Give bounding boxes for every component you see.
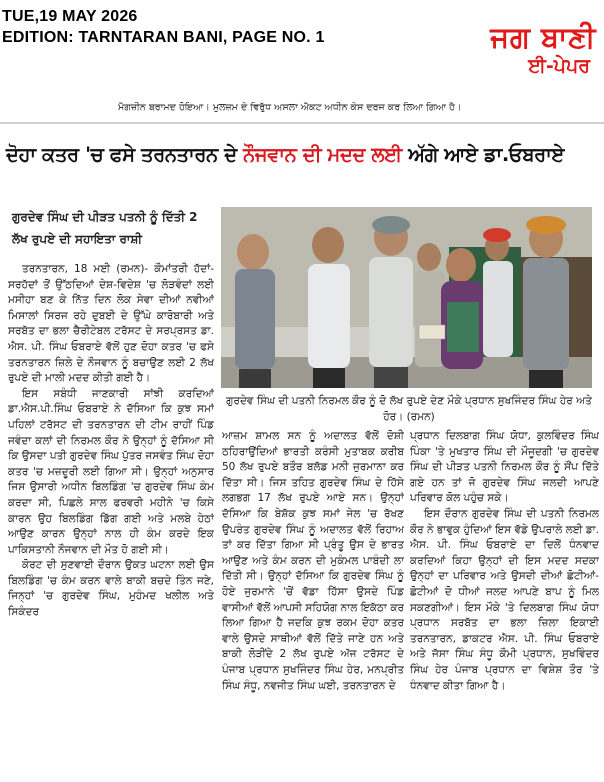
edition-info	[2, 6, 325, 48]
article-column-3	[410, 429, 599, 779]
page-header	[0, 0, 604, 100]
article-paragraph: ਇਸ ਦੌਰਾਨ ਗੁਰਦੇਵ ਸਿੰਘ ਦੀ ਪਤਨੀ ਨਿਰਮਲ ਕੌਰ ਨੇ ਭਾਵੁਕ ਹੁੰਦਿਆਂ ਇਸ ਵੱਡੇ ਉਪਰਾਲੇ ਲਈ ਡਾ. ਐਸ. ਪੀ. ਸਿੰਘ ਓਬਰਾਏ ਦਾ ਦਿਲੋਂ ਧੰਨਵਾਦ ਕਰਦਿਆਂ ਕਿਹਾ ਉਨ੍ਹਾਂ ਦੀ ਇਸ ਮਦਦ ਸਦਕਾ ਉਨ੍ਹਾਂ ਦਾ ਪਰਿਵਾਰ ਅਤੇ ਉਸਦੀ ਦੀਆਂ ਛੋਟੀਆਂ-ਛੋਟੀਆਂ ਦੋ ਧੀਆਂ ਜਲਦ ਆਪਣੇ ਬਾਪ ਨੂੰ ਮਿਲ ਸਕਣਗੀਆਂ। ਇਸ ਮੌਕੇ 'ਤੇ ਦਿਲਬਾਗ ਸਿੰਘ ਯੋਧਾ ਪ੍ਰਧਾਨ ਸਰਬੱਤ ਦਾ ਭਲਾ ਜ਼ਿਲਾ ਇਕਾਈ ਤਰਨਤਾਰਨ, ਡਾਕਟਰ ਐਸ. ਪੀ. ਸਿੰਘ ਓਬਰਾਏ ਅਤੇ ਜੱਸਾ ਸਿੰਘ ਸੰਧੂ ਕੌਮੀ ਪ੍ਰਧਾਨ, ਸੁਖਵਿੰਦਰ ਸਿੰਘ ਹੇਰ ਪੰਜਾਬ ਪ੍ਰਧਾਨ ਦਾ ਵਿਸ਼ੇਸ਼ ਤੌਰ 'ਤੇ ਧੰਨਵਾਦ ਕੀਤਾ ਗਿਆ ਹੈ।	[410, 507, 599, 692]
headline-part-3: ਅੱਗੇ ਆਏ ਡਾ.ਓਬਰਾਏ	[401, 143, 564, 166]
edition-name: EDITION: TARNTARAN BANI, PAGE NO. 1	[2, 29, 325, 46]
headline-part-1: ਦੋਹਾ ਕਤਰ 'ਚ ਫਸੇ ਤਰਨਤਾਰਨ ਦੇ	[6, 143, 244, 166]
article-subheadline: ਗੁਰਦੇਵ ਸਿੰਘ ਦੀ ਪੀੜਤ ਪਤਨੀ ਨੂੰ ਦਿੱਤੀ 2 ਲੱਖ ਰੁਪਏ ਦੀ ਸਹਾਇਤਾ ਰਾਸ਼ੀ	[12, 210, 198, 246]
logo-subtitle: ਈ-ਪੇਪਰ	[528, 55, 590, 77]
group-photo-illustration	[221, 207, 592, 388]
article-headline	[6, 140, 600, 170]
divider	[0, 122, 604, 124]
photo-caption: ਗੁਰਦੇਵ ਸਿੰਘ ਦੀ ਪਤਨੀ ਨਿਰਮਲ ਕੌਰ ਨੂੰ ਦੋ ਲੱਖ ਰੁਪਏ ਦੇਣ ਮੌਕੇ ਪ੍ਰਧਾਨ ਸੁਖਜਿੰਦਰ ਸਿੰਘ ਹੇਰ ਅਤੇ ਹੋਰ। (ਰਮਨ)	[226, 395, 592, 423]
article-column-1	[8, 262, 214, 777]
article-paragraph: ਆਜ਼ਮ ਸ਼ਾਮਲ ਸਨ ਨੂੰ ਅਦਾਲਤ ਵੱਲੋਂ ਦੋਸ਼ੀ ਠਹਿਰਾਉਂਦਿਆਂ ਭਾਰਤੀ ਕਰੰਸੀ ਮੁਤਾਬਕ ਕਰੀਬ 50 ਲੱਖ ਰੁਪਏ ਬਤੌਰ ਬਲੱਡ ਮਨੀ ਜੁਰਮਾਨਾ ਕਰ ਦਿੱਤਾ ਸੀ। ਜਿਸ ਤਹਿਤ ਗੁਰਦੇਵ ਸਿੰਘ ਦੇ ਹਿੱਸੇ ਲਗਭਗ 17 ਲੱਖ ਰੁਪਏ ਆਏ ਸਨ। ਉਨ੍ਹਾਂ ਦੱਸਿਆ ਕਿ ਬੇਸ਼ੱਕ ਕੁਝ ਸਮਾਂ ਜੇਲ 'ਚ ਰੱਖਣ ਉਪਰੰਤ ਗੁਰਦੇਵ ਸਿੰਘ ਨੂੰ ਅਦਾਲਤ ਵੱਲੋਂ ਰਿਹਾਅ ਤਾਂ ਕਰ ਦਿੱਤਾ ਗਿਆ ਸੀ ਪ੍ਰੰਤੂ ਉਸ ਦੇ ਭਾਰਤ ਆਉਣ ਅਤੇ ਕੰਮ ਕਰਨ ਦੀ ਮੁਕੰਮਲ ਪਾਬੰਦੀ ਲਾ ਦਿੱਤੀ ਸੀ। ਉਨ੍ਹਾਂ ਦੱਸਿਆ ਕਿ ਗੁਰਦੇਵ ਸਿੰਘ ਨੂੰ ਹੋਏ ਜੁਰਮਾਨੇ 'ਚੋਂ ਵੱਡਾ ਹਿੱਸਾ ਉਸਦੇ ਪਿੰਡ ਵਾਸੀਆਂ ਵੱਲੋਂ ਆਪਸੀ ਸਹਿਯੋਗ ਨਾਲ ਇਕੱਠਾ ਕਰ ਲਿਆ ਗਿਆ ਹੈ ਜਦਕਿ ਕੁਝ ਰਕਮ ਦੋਹਾ ਕਤਰ ਵਾਲੇ ਉਸਦੇ ਸਾਥੀਆਂ ਵੱਲੋਂ ਦਿੱਤੇ ਜਾਣੇ ਹਨ ਅਤੇ ਬਾਕੀ ਲੋੜੀਂਦੇ 2 ਲੱਖ ਰੁਪਏ ਅੱਜ ਟਰੱਸਟ ਦੇ ਪੰਜਾਬ ਪ੍ਰਧਾਨ ਸੁਖਜਿੰਦਰ ਸਿੰਘ ਹੇਰ, ਮਨਪ੍ਰੀਤ ਸਿੰਘ ਸੰਧੂ, ਨਵਜੀਤ ਸਿੰਘ ਘਈ, ਤਰਨਤਾਰਨ ਦੇ	[222, 430, 404, 692]
edition-date: TUE,19 MAY 2026	[2, 8, 138, 25]
article-paragraph: ਤਰਨਤਾਰਨ, 18 ਮਈ (ਰਮਨ)- ਕੌਮਾਂਤਰੀ ਹੱਦਾਂ-ਸਰਹੱਦਾਂ ਤੋਂ ਉੱਠਦਿਆਂ ਦੇਸ਼-ਵਿਦੇਸ਼ 'ਚ ਲੋੜਵੰਦਾਂ ਲਈ ਮਸੀਹਾ ਬਣ ਕੇ ਨਿੱਤ ਦਿਨ ਲੋਕ ਸੇਵਾ ਦੀਆਂ ਨਵੀਆਂ ਮਿਸਾਲਾਂ ਸਿਰਜ ਰਹੇ ਦੁਬਈ ਦੇ ਉੱਘੇ ਕਾਰੋਬਾਰੀ ਅਤੇ ਸਰਬੱਤ ਦਾ ਭਲਾ ਚੈਰੀਟੇਬਲ ਟਰੱਸਟ ਦੇ ਸਰਪ੍ਰਸਤ ਡਾ. ਐਸ. ਪੀ. ਸਿੰਘ ਓਬਰਾਏ ਵੱਲੋਂ ਹੁਣ ਦੋਹਾ ਕਤਰ 'ਚ ਫਸੇ ਤਰਨਤਾਰਨ ਜ਼ਿਲੇ ਦੇ ਨੌਜਵਾਨ ਨੂੰ ਬਚਾਉਣ ਲਈ 2 ਲੱਖ ਰੁਪਏ ਦੀ ਮਾਲੀ ਮਦਦ ਕੀਤੀ ਗਈ ਹੈ।	[8, 263, 214, 385]
newspaper-logo	[490, 20, 596, 78]
logo-name: ਜਗ ਬਾਣੀ	[490, 20, 596, 54]
article-paragraph: ਕੋਰਟ ਦੀ ਸੁਣਵਾਈ ਦੌਰਾਨ ਉਕਤ ਘਟਨਾ ਲਈ ਉਸ ਬਿਲਡਿੰਗ 'ਚ ਕੰਮ ਕਰਨ ਵਾਲੇ ਬਾਕੀ ਬਚਦੇ ਤਿੰਨ ਜਣੇ, ਜਿਨ੍ਹਾਂ 'ਚ ਗੁਰਦੇਵ ਸਿੰਘ, ਮੁਹੰਮਦ ਖਲੀਲ ਅਤੇ ਸਿਕੰਦਰ	[8, 559, 214, 619]
article-column-2	[222, 429, 404, 779]
article-paragraph: ਪ੍ਰਧਾਨ ਦਿਲਬਾਗ ਸਿੰਘ ਯੋਧਾ, ਕੁਲਵਿੰਦਰ ਸਿੰਘ ਪਿੰਕਾ 'ਤੇ ਮੁਖਤਾਰ ਸਿੰਘ ਦੀ ਮੌਜੂਦਗੀ 'ਚ ਗੁਰਦੇਵ ਸਿੰਘ ਦੀ ਪੀੜਤ ਪਤਨੀ ਨਿਰਮਲ ਕੌਰ ਨੂੰ ਸੌਂਪ ਦਿੱਤੇ ਗਏ ਹਨ ਤਾਂ ਜੋ ਗੁਰਦੇਵ ਸਿੰਘ ਜਲਦੀ ਆਪਣੇ ਪਰਿਵਾਰ ਕੋਲ ਪਹੁੰਚ ਸਕੇ।	[410, 430, 599, 505]
news-photo	[221, 207, 592, 388]
article-paragraph: ਇਸ ਸਬੰਧੀ ਜਾਣਕਾਰੀ ਸਾਂਝੀ ਕਰਦਿਆਂ ਡਾ.ਐਸ.ਪੀ.ਸਿੰਘ ਓਬਰਾਏ ਨੇ ਦੱਸਿਆ ਕਿ ਕੁਝ ਸਮਾਂ ਪਹਿਲਾਂ ਟਰੱਸਟ ਦੀ ਤਰਨਤਾਰਨ ਦੀ ਟੀਮ ਰਾਹੀਂ ਪਿੰਡ ਜਵੰਦਾ ਕਲਾਂ ਦੀ ਨਿਰਮਲ ਕੌਰ ਨੇ ਉਨ੍ਹਾਂ ਨੂੰ ਦੱਸਿਆ ਸੀ ਕਿ ਉਸਦਾ ਪਤੀ ਗੁਰਦੇਵ ਸਿੰਘ ਪੁੱਤਰ ਜਸਵੰਤ ਸਿੰਘ ਦੋਹਾ ਕਤਰ 'ਚ ਮਜ਼ਦੂਰੀ ਲਈ ਗਿਆ ਸੀ। ਉਨ੍ਹਾਂ ਅਨੁਸਾਰ ਜਿਸ ਉਸਾਰੀ ਅਧੀਨ ਬਿਲਡਿੰਗ 'ਚ ਗੁਰਦੇਵ ਸਿੰਘ ਕੰਮ ਕਰਦਾ ਸੀ, ਪਿਛਲੇ ਸਾਲ ਫਰਵਰੀ ਮਹੀਨੇ 'ਚ ਕਿਸੇ ਕਾਰਨ ਉਹ ਬਿਲਡਿੰਗ ਡਿੱਗ ਗਈ ਅਤੇ ਮਲਬੇ ਹੇਠਾਂ ਆਉਣ ਕਾਰਨ ਉਨ੍ਹਾਂ ਨਾਲ ਹੀ ਕੰਮ ਕਰਦੇ ਇਕ ਪਾਕਿਸਤਾਨੀ ਨੌਜਵਾਨ ਦੀ ਮੌਤ ਹੋ ਗਈ ਸੀ।	[8, 387, 214, 556]
headline-highlight: ਨੌਜਵਾਨ ਦੀ ਮਦਦ ਲਈ	[243, 143, 402, 166]
previous-story-tail: ਮੈਗਜ਼ੀਨ ਬਰਾਮਦ ਹੋਇਆ। ਮੁਲਜ਼ਮ ਦੇ ਵਿਰੁੱਧ ਅਸਲਾ ਐਕਟ ਅਧੀਨ ਕੇਸ ਦਰਜ ਕਰ ਲਿਆ ਗਿਆ ਹੈ।	[118, 102, 462, 113]
